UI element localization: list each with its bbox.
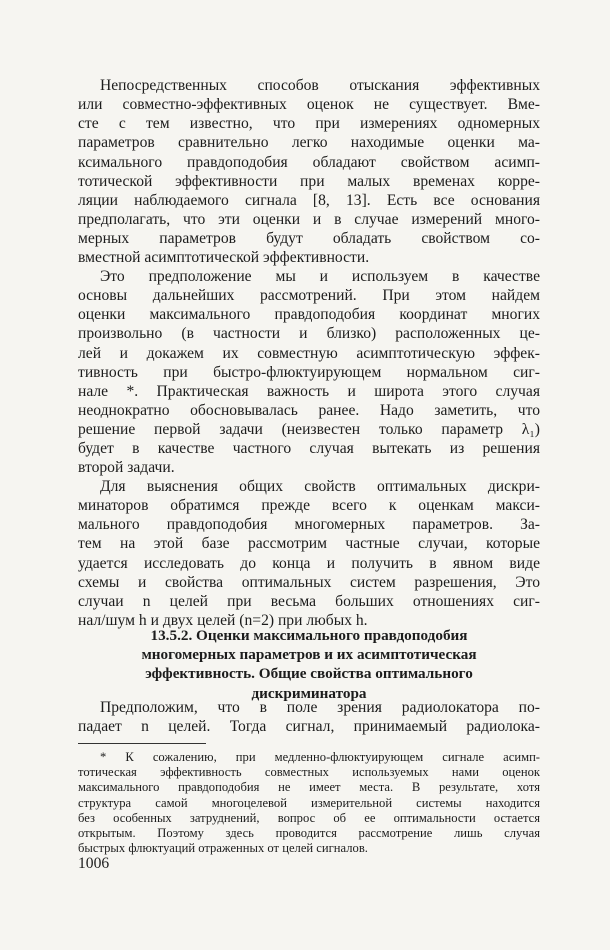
text-line: ксимального правдоподобия обладают свойством асимп- (78, 153, 540, 171)
text-line: Непосредственных способов отыскания эффективных (100, 77, 540, 94)
text-line: тивность при быстро-флюктуирующем нормальном сиг- (78, 363, 540, 381)
footnote-line: открытым. Поэтому здесь проводится рассмотрение лишь случая (78, 825, 540, 840)
text-line: падает n целей. Тогда сигнал, принимаемый радиолока- (78, 718, 540, 736)
paragraph-3 (78, 477, 540, 630)
section-heading (78, 626, 540, 703)
text-line: Для выяснения общих свойств оптимальных дискри- (100, 478, 540, 495)
text-line: тем на этой базе рассмотрим частные случаи, которые (78, 535, 540, 553)
text-line: или совместно-эффективных оценок не существует. Вме- (78, 96, 540, 114)
text-line: мального правдоподобия многомерных параметров. За- (78, 516, 540, 534)
text-line: предполагать, что эти оценки и в случае измерений много- (78, 210, 540, 228)
text-line: Это предположение мы и используем в качестве (100, 268, 540, 285)
text-line: мерных параметров будут обладать свойством со- (78, 230, 540, 248)
footnote-line: максимального правдоподобия не имеет места. В результате, хотя (78, 780, 540, 795)
footnote-line: быстрых флюктуаций отраженных от целей сигналов. (78, 841, 368, 856)
text-line: вместной асимптотической эффективности. (78, 249, 370, 267)
text-line: оценки максимального правдоподобия координат многих (78, 306, 540, 324)
text-line: лей и докажем их совместную асимптотическую эффек- (78, 344, 540, 362)
text-line: схемы и свойства оптимальных систем разрешения, Это (78, 573, 540, 591)
heading-line: дискриминатора (251, 684, 367, 702)
paragraph-4 (78, 698, 540, 736)
text-line: случаи n целей при весьма больших отношениях сиг- (78, 592, 540, 610)
text-line: основы дальнейших рассмотрений. При этом найдем (78, 287, 540, 305)
text-line: параметров сравнительно легко находимые оценки ма- (78, 134, 540, 152)
paragraph-1 (78, 76, 540, 267)
paragraph-2 (78, 267, 540, 478)
text-line: нале *. Практическая важность и широта этого случая (78, 382, 540, 400)
heading-line: многомерных параметров и их асимптотическая (141, 646, 477, 664)
text-line: нал/шум h и двух целей (n=2) при любых h. (78, 611, 368, 629)
text-line: ляции наблюдаемого сигнала [8, 13]. Есть все основания (78, 191, 540, 209)
footnote-divider (78, 743, 206, 744)
text-line: будет в качестве частного случая вытекать из решения (78, 440, 540, 458)
text-line: неоднократно обосновывалась ранее. Надо заметить, что (78, 401, 540, 419)
footnote-line: структура самой многоцелевой измерительной системы находится (78, 795, 540, 810)
text-line: Предположим, что в поле зрения радиолокатора по- (100, 699, 540, 716)
footnote (78, 750, 540, 856)
text-line: удается исследовать до конца и получить в явном виде (78, 554, 540, 572)
text-line: произвольно (в частности и близко) расположенных це- (78, 325, 540, 343)
footnote-line: без особенных затруднений, вопрос об ее оптимальности остается (78, 810, 540, 825)
footnote-line: тотическая эффективность совместных используемых нами оценок (78, 765, 540, 780)
footnote-line: * К сожалению, при медленно-флюктуирующем сигнале асимп- (100, 750, 540, 764)
heading-line: эффективность. Общие свойства оптимального (145, 665, 473, 683)
text-line: минаторов обратимся прежде всего к оценкам макси- (78, 497, 540, 515)
text-line: тотической эффективности при малых временах корре- (78, 172, 540, 190)
page-number: 1006 (78, 855, 110, 872)
text-line: второй задачи. (78, 459, 175, 477)
heading-line: 13.5.2. Оценки максимального правдоподобия (150, 627, 468, 644)
text-line: решение первой задачи (неизвестен только параметр λ₁) (78, 421, 540, 439)
text-line: сте с тем известно, что при измерениях одномерных (78, 115, 540, 133)
